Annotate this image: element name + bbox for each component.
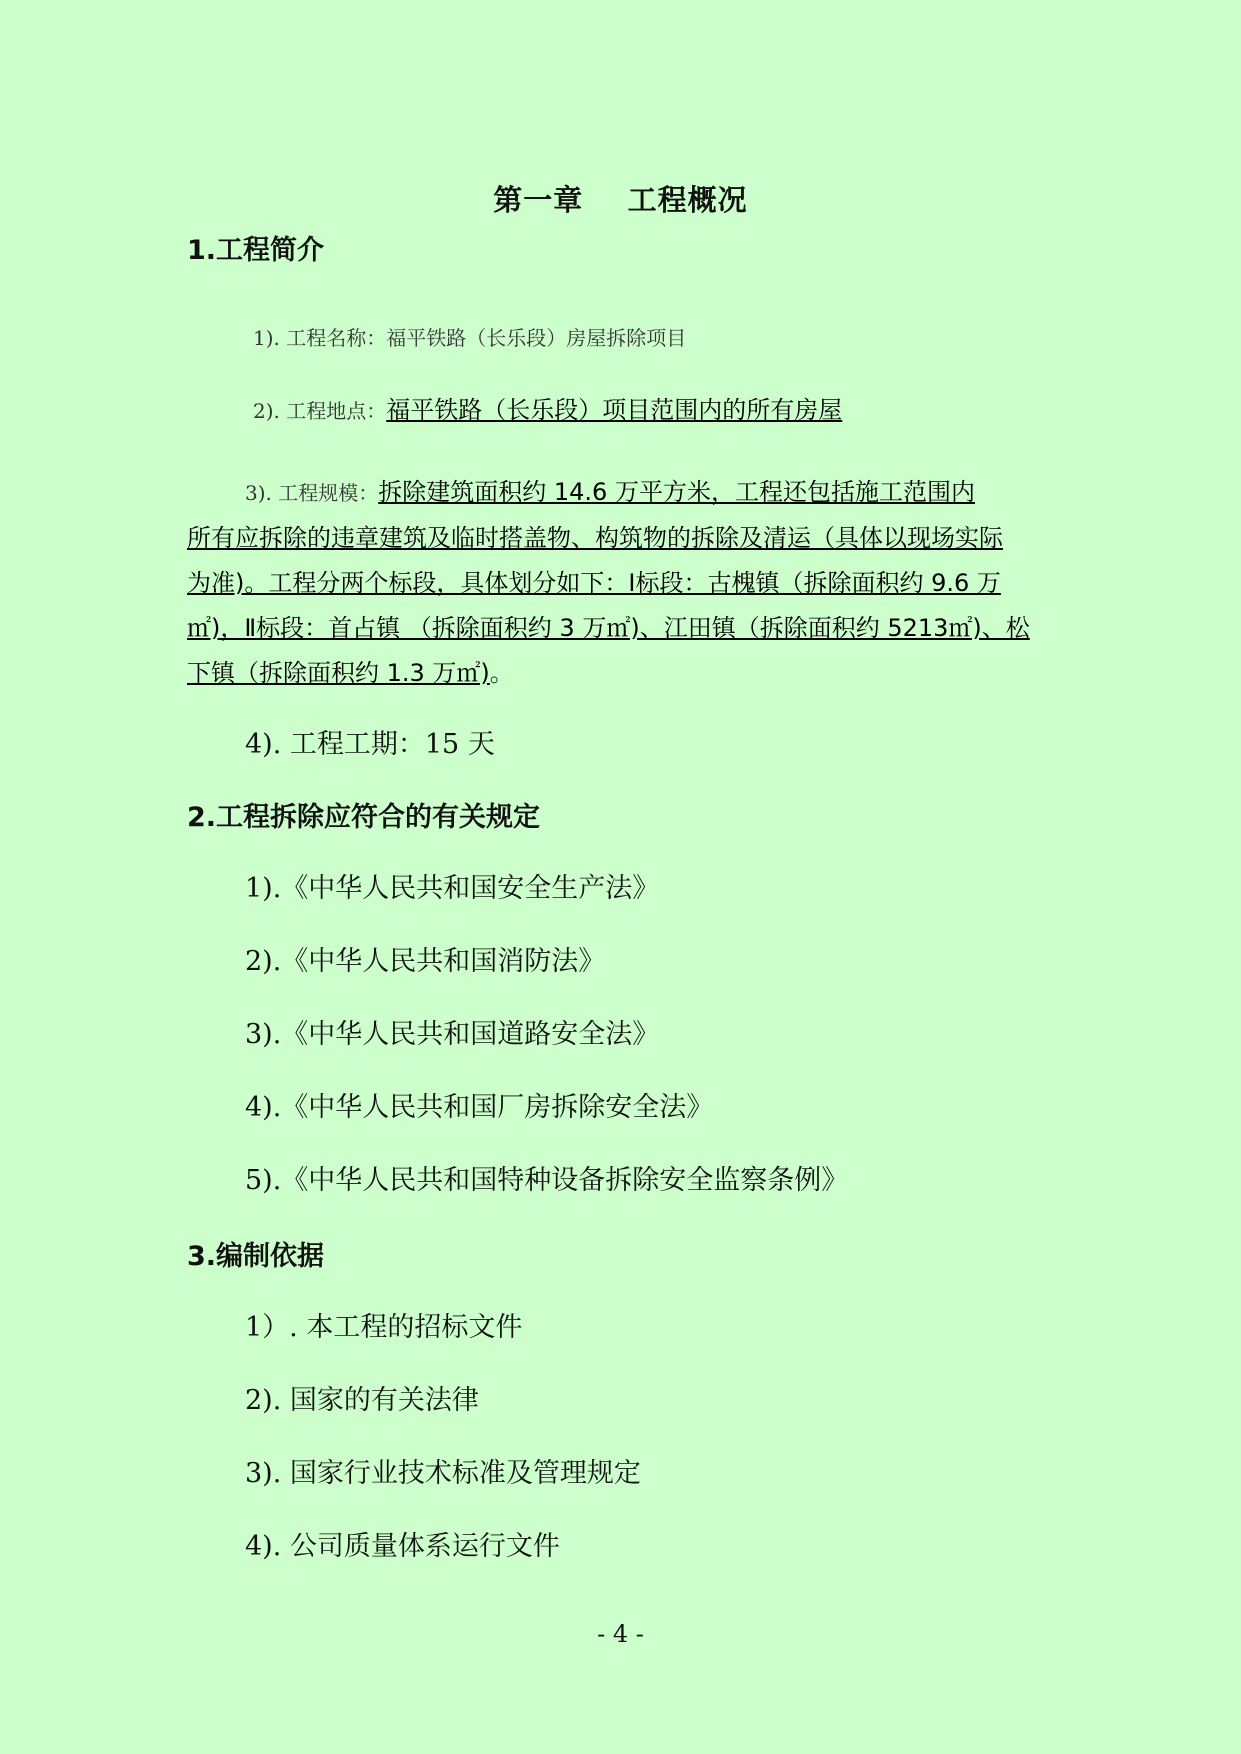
project-location-label: 2). 工程地点： (253, 399, 387, 423)
regulation-item-3: 3).《中华人民共和国道路安全法》 (245, 1019, 660, 1050)
project-scale-text-1: 拆除建筑面积约 14.6 万平方米，工程还包括施工范围内 (378, 478, 975, 506)
project-scale-tail: 。 (489, 659, 514, 687)
project-scale-text-3: 为准)。工程分两个标段，具体划分如下：Ⅰ标段：古槐镇（拆除面积约 9.6 万 (187, 569, 1001, 597)
regulation-item-1: 1).《中华人民共和国安全生产法》 (245, 873, 660, 904)
regulation-item-2: 2).《中华人民共和国消防法》 (245, 946, 606, 977)
page-number: - 4 - (597, 1620, 644, 1648)
section-heading-project-overview: 1.工程简介 (187, 235, 325, 266)
project-name-value: 福平铁路（长乐段）房屋拆除项目 (386, 326, 687, 350)
project-location-line (253, 390, 842, 425)
project-duration: 4). 工程工期：15 天 (245, 729, 495, 760)
project-scale-text-2: 所有应拆除的违章建筑及临时搭盖物、构筑物的拆除及清运（具体以现场实际 (187, 524, 1003, 552)
regulation-item-4: 4).《中华人民共和国厂房拆除安全法》 (245, 1092, 714, 1123)
project-name-line (253, 322, 686, 351)
project-location-value: 福平铁路（长乐段）项目范围内的所有房屋 (386, 396, 843, 424)
project-scale-line-5 (187, 651, 1060, 696)
basis-item-4: 4). 公司质量体系运行文件 (245, 1531, 560, 1562)
basis-item-2: 2). 国家的有关法律 (245, 1385, 479, 1416)
project-scale-text-4: ㎡)，Ⅱ标段：首占镇 （拆除面积约 3 万㎡)、江田镇（拆除面积约 5213㎡)、松 (187, 614, 1030, 642)
project-scale-text-5: 下镇（拆除面积约 1.3 万㎡) (187, 659, 490, 687)
basis-item-3: 3). 国家行业技术标准及管理规定 (245, 1458, 641, 1489)
basis-item-1: 1）. 本工程的招标文件 (245, 1312, 523, 1343)
project-name-label: 1). 工程名称： (253, 326, 387, 350)
section-heading-regulations: 2.工程拆除应符合的有关规定 (187, 802, 541, 833)
section-heading-basis: 3.编制依据 (187, 1241, 325, 1272)
project-scale-paragraph (187, 470, 1060, 696)
project-scale-label: 3). 工程规模： (245, 481, 379, 505)
chapter-title: 第一章 工程概况 (493, 183, 748, 217)
project-scale-line-1 (187, 470, 1060, 516)
regulation-item-5: 5).《中华人民共和国特种设备拆除安全监察条例》 (245, 1165, 849, 1196)
